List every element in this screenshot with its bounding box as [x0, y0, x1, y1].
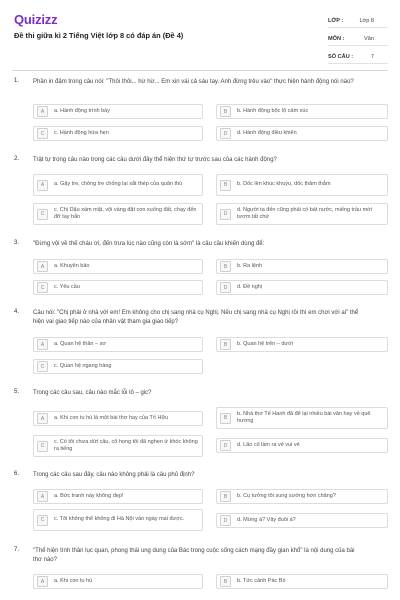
meta-class-label: LỚP : — [328, 18, 344, 24]
meta-subject-label: MÔN : — [328, 36, 345, 42]
option-text: a. Khuyên bảo — [54, 262, 90, 269]
meta-subject-value[interactable]: Văn — [364, 36, 374, 42]
worksheet-title: Đề thi giữa kì 2 Tiếng Việt lớp 8 có đáp án (Đề 4) — [14, 31, 184, 40]
option-text: c. Có tôi chưa dứt câu, cổ họng tôi đã nghẹn ứ khóc không ra tiếng — [54, 438, 198, 452]
option-d[interactable] — [216, 513, 388, 528]
option-d[interactable] — [216, 438, 388, 453]
option-letter: A — [37, 339, 48, 350]
option-a[interactable] — [33, 411, 203, 426]
meta-box — [328, 12, 388, 66]
option-b[interactable] — [216, 407, 388, 429]
option-letter: A — [37, 576, 48, 587]
option-a[interactable] — [33, 337, 203, 352]
question-number: 6. — [14, 471, 20, 477]
question-text: Trật tự trong câu nào trong các câu dưới đây thể hiện thứ tự trước sau của các hành động? — [33, 157, 277, 163]
question-text: Câu nói: "Chị phải ở nhà với em! Em không cho chị sang nhà cụ Nghị. Nếu chị sang nhà cụ Nghị rồi thì em chơi với ai" thể hiện vai giao tiếp nào của nhân vật tham gia giao tiếp? — [33, 310, 359, 325]
question-text: "Đừng vội về thế cháu ơi, đến trưa lúc nào cũng còn là sớm" là câu cầu khiến dùng để: — [33, 241, 265, 247]
option-text: b. Dốc lên khúc khuỷu, dốc thăm thẳm — [237, 181, 331, 188]
option-text: b. Tức cảnh Pác Bó — [237, 577, 286, 584]
question-text: Trong các câu sau, câu nào mắc lỗi lô – gic? — [33, 390, 152, 396]
meta-count-value[interactable]: 7 — [370, 54, 374, 60]
option-letter: D — [220, 282, 231, 293]
header-divider — [12, 70, 388, 71]
option-c[interactable] — [33, 359, 203, 374]
meta-count-label: SỐ CÂU : — [328, 54, 354, 60]
meta-class-value[interactable]: Lớp 8 — [359, 18, 374, 24]
option-text: c. Tôi không thể không đi Hà Nội vào ngày mai được. — [54, 516, 185, 523]
option-text: b. Cụ tưởng tôi sung sướng hơn chăng? — [237, 492, 336, 499]
option-letter: B — [220, 180, 231, 191]
option-b[interactable] — [216, 574, 388, 589]
option-text: a. Quan hệ thân – sơ — [54, 340, 106, 347]
option-letter: B — [220, 491, 231, 502]
option-letter: D — [220, 515, 231, 526]
option-text: b. Quan hệ trên – dưới — [237, 340, 293, 347]
question-number: 2. — [14, 156, 20, 162]
question-text: Trong các câu sau đây, câu nào không phải là câu phủ định? — [33, 472, 195, 478]
option-letter: B — [220, 339, 231, 350]
option-text: c. Yêu cầu — [54, 283, 80, 290]
option-c[interactable] — [33, 280, 203, 295]
option-text: d. Hành động điều khiển — [237, 129, 297, 136]
option-letter: A — [37, 261, 48, 272]
option-text: a. Khi con tu hú — [54, 577, 93, 584]
option-c[interactable] — [33, 203, 203, 225]
worksheet-header — [0, 0, 400, 68]
option-letter: A — [37, 413, 48, 424]
option-a[interactable] — [33, 104, 203, 119]
option-text: c. Hành động hứa hẹn — [54, 129, 109, 136]
option-a[interactable] — [33, 259, 203, 274]
meta-count — [328, 48, 388, 64]
option-text: c. Quan hệ ngang hàng — [54, 362, 112, 369]
option-text: b. Ra lệnh — [237, 262, 263, 269]
question-number: 1. — [14, 78, 20, 84]
option-text: a. Gậy tre, chông tre chống lại sắt thép của quân thù — [54, 181, 183, 188]
option-text: a. Hành động trình bày — [54, 107, 110, 114]
option-letter: C — [37, 361, 48, 372]
option-letter: D — [220, 209, 231, 220]
option-text: d. Lão cố làm ra vẻ vui vẻ — [237, 441, 300, 448]
question-number: 7. — [14, 547, 20, 553]
option-d[interactable] — [216, 126, 388, 141]
option-c[interactable] — [33, 435, 203, 457]
quizizz-logo: Quizizz — [14, 12, 58, 27]
question-number: 3. — [14, 240, 20, 246]
option-b[interactable] — [216, 174, 388, 196]
option-letter: D — [220, 440, 231, 451]
option-text: d. Mừng à? Vây đuôi à? — [237, 516, 296, 523]
option-b[interactable] — [216, 337, 388, 352]
question-number: 5. — [14, 389, 20, 395]
option-text: d. Đề nghị — [237, 283, 263, 290]
question-number: 4. — [14, 309, 20, 315]
option-letter: C — [37, 128, 48, 139]
meta-subject — [328, 30, 388, 46]
option-letter: B — [220, 576, 231, 587]
option-letter: B — [220, 261, 231, 272]
option-letter: A — [37, 491, 48, 502]
option-letter: C — [37, 282, 48, 293]
option-b[interactable] — [216, 259, 388, 274]
option-d[interactable] — [216, 280, 388, 295]
option-c[interactable] — [33, 509, 203, 531]
option-a[interactable] — [33, 174, 203, 196]
option-text: a. Bức tranh này không đẹp! — [54, 492, 124, 499]
question-text: "Thể hiện tình thân lục quan, phong thái ung dung của Bác trong cuộc sống cách mạng đầy gian khổ" là nội dung của bài thơ nào? — [33, 548, 355, 563]
option-text: a. Khi con tu hú là một bài thơ hay của Tố Hữu — [54, 414, 169, 421]
question-text: Phần in đậm trong câu nói: "Thôi thôi... hừ hừ... Em xin vái cả sáu tay. Anh đừng trêu vào" thực hiện hành động nói nào? — [33, 79, 354, 85]
option-d[interactable] — [216, 203, 388, 225]
option-letter: A — [37, 106, 48, 117]
option-letter: C — [37, 441, 48, 452]
option-a[interactable] — [33, 489, 203, 504]
option-c[interactable] — [33, 126, 203, 141]
option-letter: A — [37, 180, 48, 191]
option-a[interactable] — [33, 574, 203, 589]
option-b[interactable] — [216, 104, 388, 119]
meta-class — [328, 12, 388, 28]
option-text: b. Hành động bộc lộ cảm xúc — [237, 107, 309, 114]
option-letter: B — [220, 413, 231, 424]
option-text: c. Chị Dậu xám mặt, vội vàng đặt con xuống đất, chạy đến đỡ tay hắn — [54, 206, 197, 220]
option-letter: B — [220, 106, 231, 117]
option-letter: D — [220, 128, 231, 139]
option-letter: C — [37, 515, 48, 526]
option-b[interactable] — [216, 489, 388, 504]
option-text: b. Nhà thơ Tế Hanh đã để lại nhiều bài văn hay về quê hương — [237, 410, 371, 424]
option-text: d. Người ta đến cũng phải có bát nước, miếng trầu mời tươm tất chứ — [237, 206, 372, 220]
option-letter: C — [37, 209, 48, 220]
